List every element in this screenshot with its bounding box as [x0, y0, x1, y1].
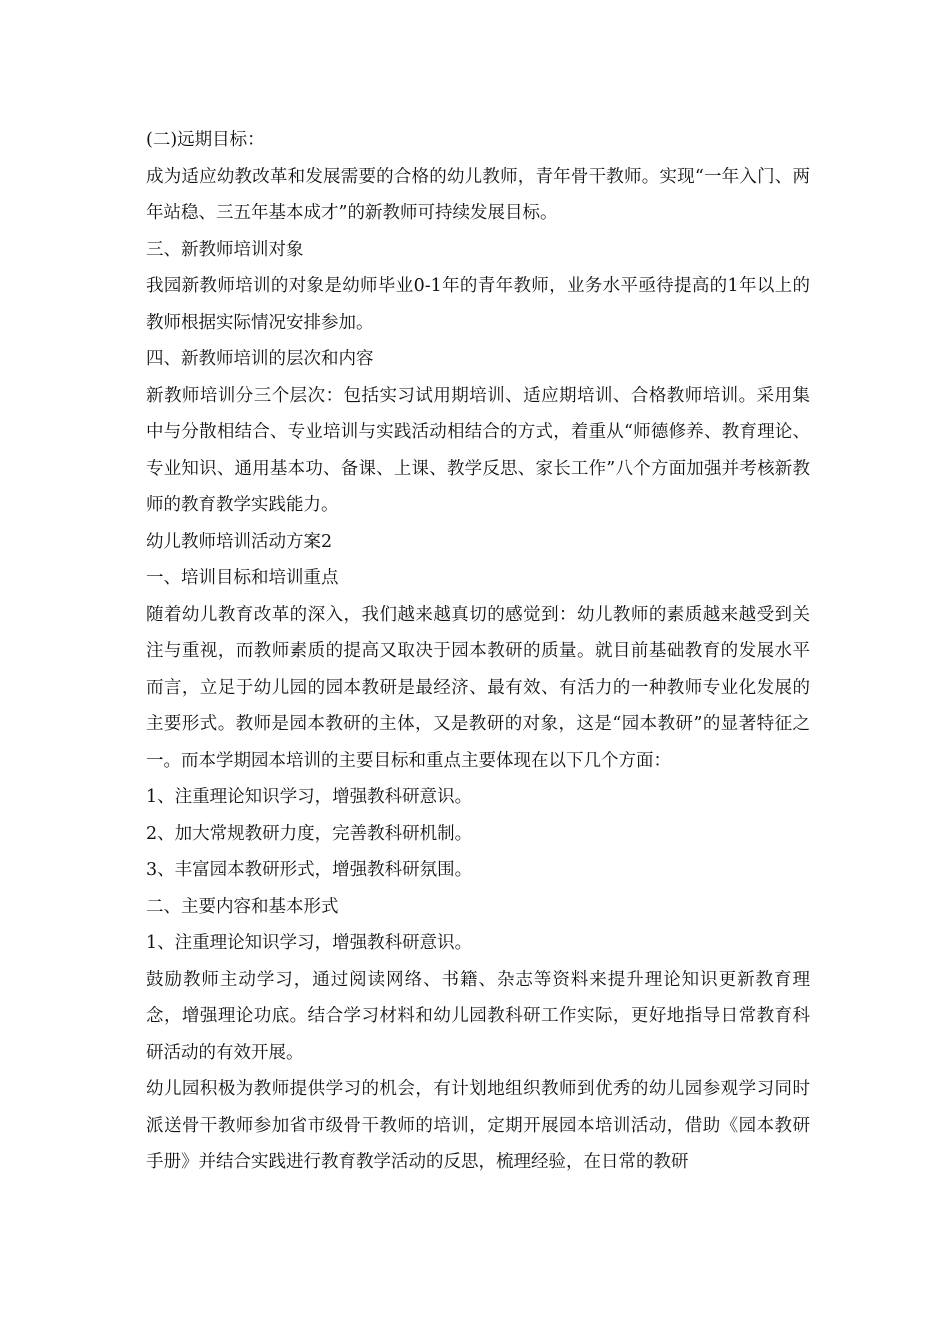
plan-title: 幼儿教师培训活动方案2: [146, 531, 333, 552]
paragraph-learning-opportunities: 幼儿园积极为教师提供学习的机会，有计划地组织教师到优秀的幼儿园参观学习同时派送骨干教师参加省市级骨干教师的培训，定期开展园本培训活动，借助《园本教研手册》并结合实践进行教育教学活动的反思，梳理经验，在日常的教研: [146, 1079, 810, 1172]
list-item-2: 2、加大常规教研力度，完善教科研机制。: [146, 823, 473, 844]
list-item-3: 3、丰富园本教研形式，增强教科研氛围。: [146, 860, 473, 880]
paragraph-long-term-goals: 成为适应幼教改革和发展需要的合格的幼儿教师，青年骨干教师。实现“一年入门、两年站稳、三五年基本成才”的新教师可持续发展目标。: [146, 166, 810, 223]
section-heading-training-levels: 四、新教师培训的层次和内容: [146, 349, 374, 369]
section-heading-goals-focus: 一、培训目标和培训重点: [146, 568, 339, 588]
section-heading-training-targets: 三、新教师培训对象: [146, 239, 304, 260]
paragraph-training-levels: 新教师培训分三个层次：包括实习试用期培训、适应期培训、合格教师培训。采用集中与分散相结合、专业培训与实践活动相结合的方式，着重从“师德修养、教育理论、专业知识、通用基本功、备课、上课、教学反思、家长工作”八个方面加强并考核新教师的教育教学实践能力。: [146, 385, 810, 515]
list-item-1: 1、注重理论知识学习，增强教科研意识。: [146, 787, 473, 807]
paragraph-training-targets: 我园新教师培训的对象是幼师毕业0-1年的青年教师，业务水平亟待提高的1年以上的教师根据实际情况安排参加。: [146, 276, 811, 333]
subsection-heading-long-term-goals: (二)远期目标：: [146, 130, 265, 150]
paragraph-self-study: 鼓励教师主动学习，通过阅读网络、书籍、杂志等资料来提升理论知识更新教育理念，增强理论功底。结合学习材料和幼儿园教科研工作实际，更好地指导日常教育科研活动的有效开展。: [146, 969, 810, 1063]
document-body: [146, 122, 810, 1181]
list-item-1-repeat: 1、注重理论知识学习，增强教科研意识。: [146, 933, 473, 953]
paragraph-goals-focus: 随着幼儿教育改革的深入，我们越来越真切的感觉到：幼儿教师的素质越来越受到关注与重视，而教师素质的提高又取决于园本教研的质量。就目前基础教育的发展水平而言，立足于幼儿园的园本教研是最经济、最有效、有活力的一种教师专业化发展的主要形式。教师是园本教研的主体，又是教研的对象，这是“园本教研”的显著特征之一。而本学期园本培训的主要目标和重点主要体现在以下几个方面：: [146, 604, 810, 771]
section-heading-content-forms: 二、主要内容和基本形式: [146, 896, 339, 917]
